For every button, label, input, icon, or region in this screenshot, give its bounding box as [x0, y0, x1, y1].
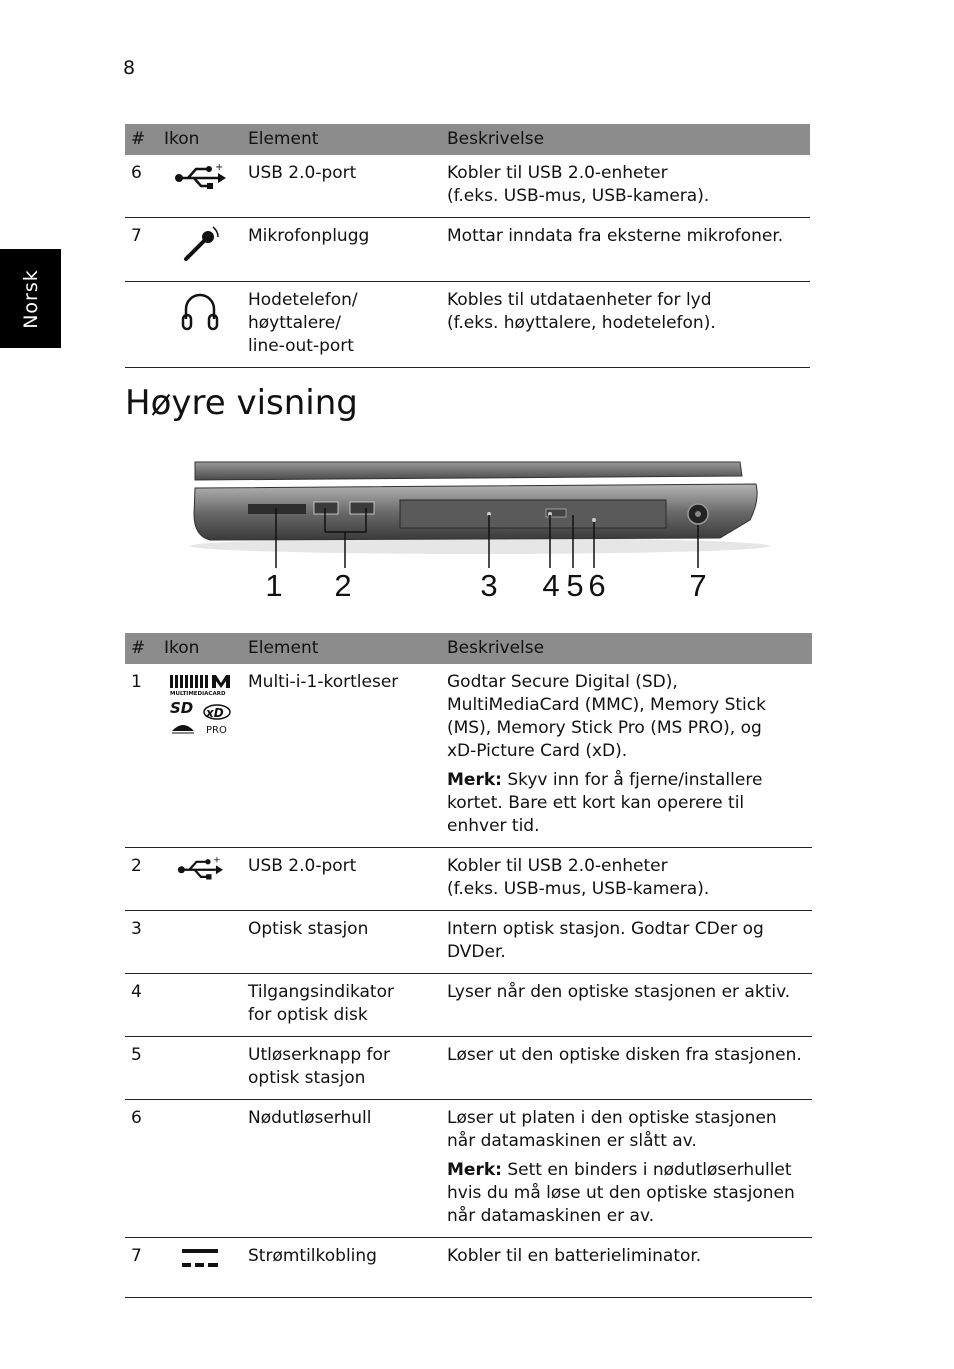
desc-line: MultiMediaCard (MMC), Memory Stick [447, 695, 766, 715]
callout-number: 2 [334, 568, 352, 603]
callout-number: 4 [542, 568, 560, 603]
row-description [441, 1100, 812, 1238]
right-view-table [125, 633, 812, 1298]
note [447, 1159, 806, 1228]
row-description [441, 1037, 812, 1100]
element-line: Hodetelefon/ [248, 290, 358, 310]
row-description [441, 974, 812, 1037]
note [447, 769, 806, 838]
header-description: Beskrivelse [441, 633, 812, 664]
row-element: USB 2.0-port [242, 848, 441, 911]
row-num: 7 [125, 218, 158, 282]
dc-power-icon [180, 1245, 220, 1273]
row-num: 4 [125, 974, 158, 1037]
note-text: Sett en binders i nødutløserhullet [507, 1160, 792, 1180]
pro-text: PRO [206, 725, 227, 736]
header-description: Beskrivelse [441, 124, 810, 155]
header-element: Element [242, 633, 441, 664]
row-num: 6 [125, 1100, 158, 1238]
mmc-text: MULTIMEDIACARD [170, 691, 226, 697]
row-description [441, 664, 812, 848]
row-element: Mikrofonplugg [242, 218, 441, 282]
callout-number: 6 [588, 568, 606, 603]
element-line: for optisk disk [248, 1005, 368, 1025]
xd-text: xD [206, 706, 224, 720]
desc-line: (MS), Memory Stick Pro (MS PRO), og [447, 718, 762, 738]
desc-line: (f.eks. USB-mus, USB-kamera). [447, 879, 710, 899]
row-num: 3 [125, 911, 158, 974]
note-line: når datamaskinen er av. [447, 1206, 655, 1226]
row-num: 1 [125, 664, 158, 848]
callout-number: 7 [689, 568, 707, 603]
desc-line: når datamaskinen er slått av. [447, 1131, 697, 1151]
row-num: 6 [125, 155, 158, 218]
table-row [125, 848, 812, 911]
desc-line: Godtar Secure Digital (SD), [447, 672, 678, 692]
row-num: 7 [125, 1238, 158, 1298]
header-icon: Ikon [158, 633, 242, 664]
desc-line: xD-Picture Card (xD). [447, 741, 628, 761]
element-line: Tilgangsindikator [248, 982, 394, 1002]
callout-number: 3 [480, 568, 498, 603]
desc-line: Mottar inndata fra eksterne mikrofoner. [447, 226, 784, 246]
svg-text:+: + [213, 855, 221, 866]
table-row [125, 1238, 812, 1298]
header-num: # [125, 124, 158, 155]
table-row [125, 1100, 812, 1238]
desc-line: Lyser når den optiske stasjonen er aktiv. [447, 982, 791, 1002]
row-element: Strømtilkobling [242, 1238, 441, 1298]
sd-text: SD [170, 699, 194, 717]
svg-text:+: + [215, 162, 224, 173]
section-title: Høyre visning [125, 383, 358, 423]
desc-line: Kobler til USB 2.0-enheter [447, 163, 668, 183]
header-num: # [125, 633, 158, 664]
page-number: 8 [123, 57, 136, 79]
language-tab-label: Norsk [19, 268, 42, 329]
table-row [125, 911, 812, 974]
callout-number: 1 [265, 568, 283, 603]
note-label: Merk: [447, 770, 502, 790]
table-header-row [125, 633, 812, 664]
row-description [441, 1238, 812, 1298]
table-row [125, 664, 812, 848]
desc-line: Kobles til utdataenheter for lyd [447, 290, 712, 310]
element-line: optisk stasjon [248, 1068, 366, 1088]
callout-overlay [0, 0, 954, 620]
table-row [125, 974, 812, 1037]
note-line: enhver tid. [447, 816, 540, 836]
element-line: Utløserknapp for [248, 1045, 390, 1065]
row-element [242, 974, 441, 1037]
row-description [441, 848, 812, 911]
usb-icon [177, 855, 223, 881]
desc-line: Løser ut platen i den optiske stasjonen [447, 1108, 777, 1128]
note-text: Skyv inn for å fjerne/installere [507, 770, 763, 790]
header-icon: Ikon [158, 124, 242, 155]
desc-line: (f.eks. høyttalere, hodetelefon). [447, 313, 716, 333]
row-num: 5 [125, 1037, 158, 1100]
row-element: Optisk stasjon [242, 911, 441, 974]
element-line: line-out-port [248, 336, 354, 356]
element-line: høyttalere/ [248, 313, 341, 333]
desc-line: Kobler til USB 2.0-enheter [447, 856, 668, 876]
desc-line: DVDer. [447, 942, 506, 962]
row-element [242, 1037, 441, 1100]
desc-line: Løser ut den optiske disken fra stasjonen. [447, 1045, 802, 1065]
note-label: Merk: [447, 1160, 502, 1180]
header-element: Element [242, 124, 441, 155]
row-num: 2 [125, 848, 158, 911]
row-element: USB 2.0-port [242, 155, 441, 218]
note-line: hvis du må løse ut den optiske stasjonen [447, 1183, 795, 1203]
desc-line: Kobler til en batterieliminator. [447, 1246, 702, 1266]
row-element: Nødutløserhull [242, 1100, 441, 1238]
card-reader-icon [168, 671, 232, 737]
table-row [125, 1037, 812, 1100]
desc-line: Intern optisk stasjon. Godtar CDer og [447, 919, 764, 939]
row-description [441, 911, 812, 974]
callout-number: 5 [566, 568, 584, 603]
desc-line: (f.eks. USB-mus, USB-kamera). [447, 186, 710, 206]
note-line: kortet. Bare ett kort kan operere til [447, 793, 745, 813]
row-element: Multi-i-1-kortleser [242, 664, 441, 848]
